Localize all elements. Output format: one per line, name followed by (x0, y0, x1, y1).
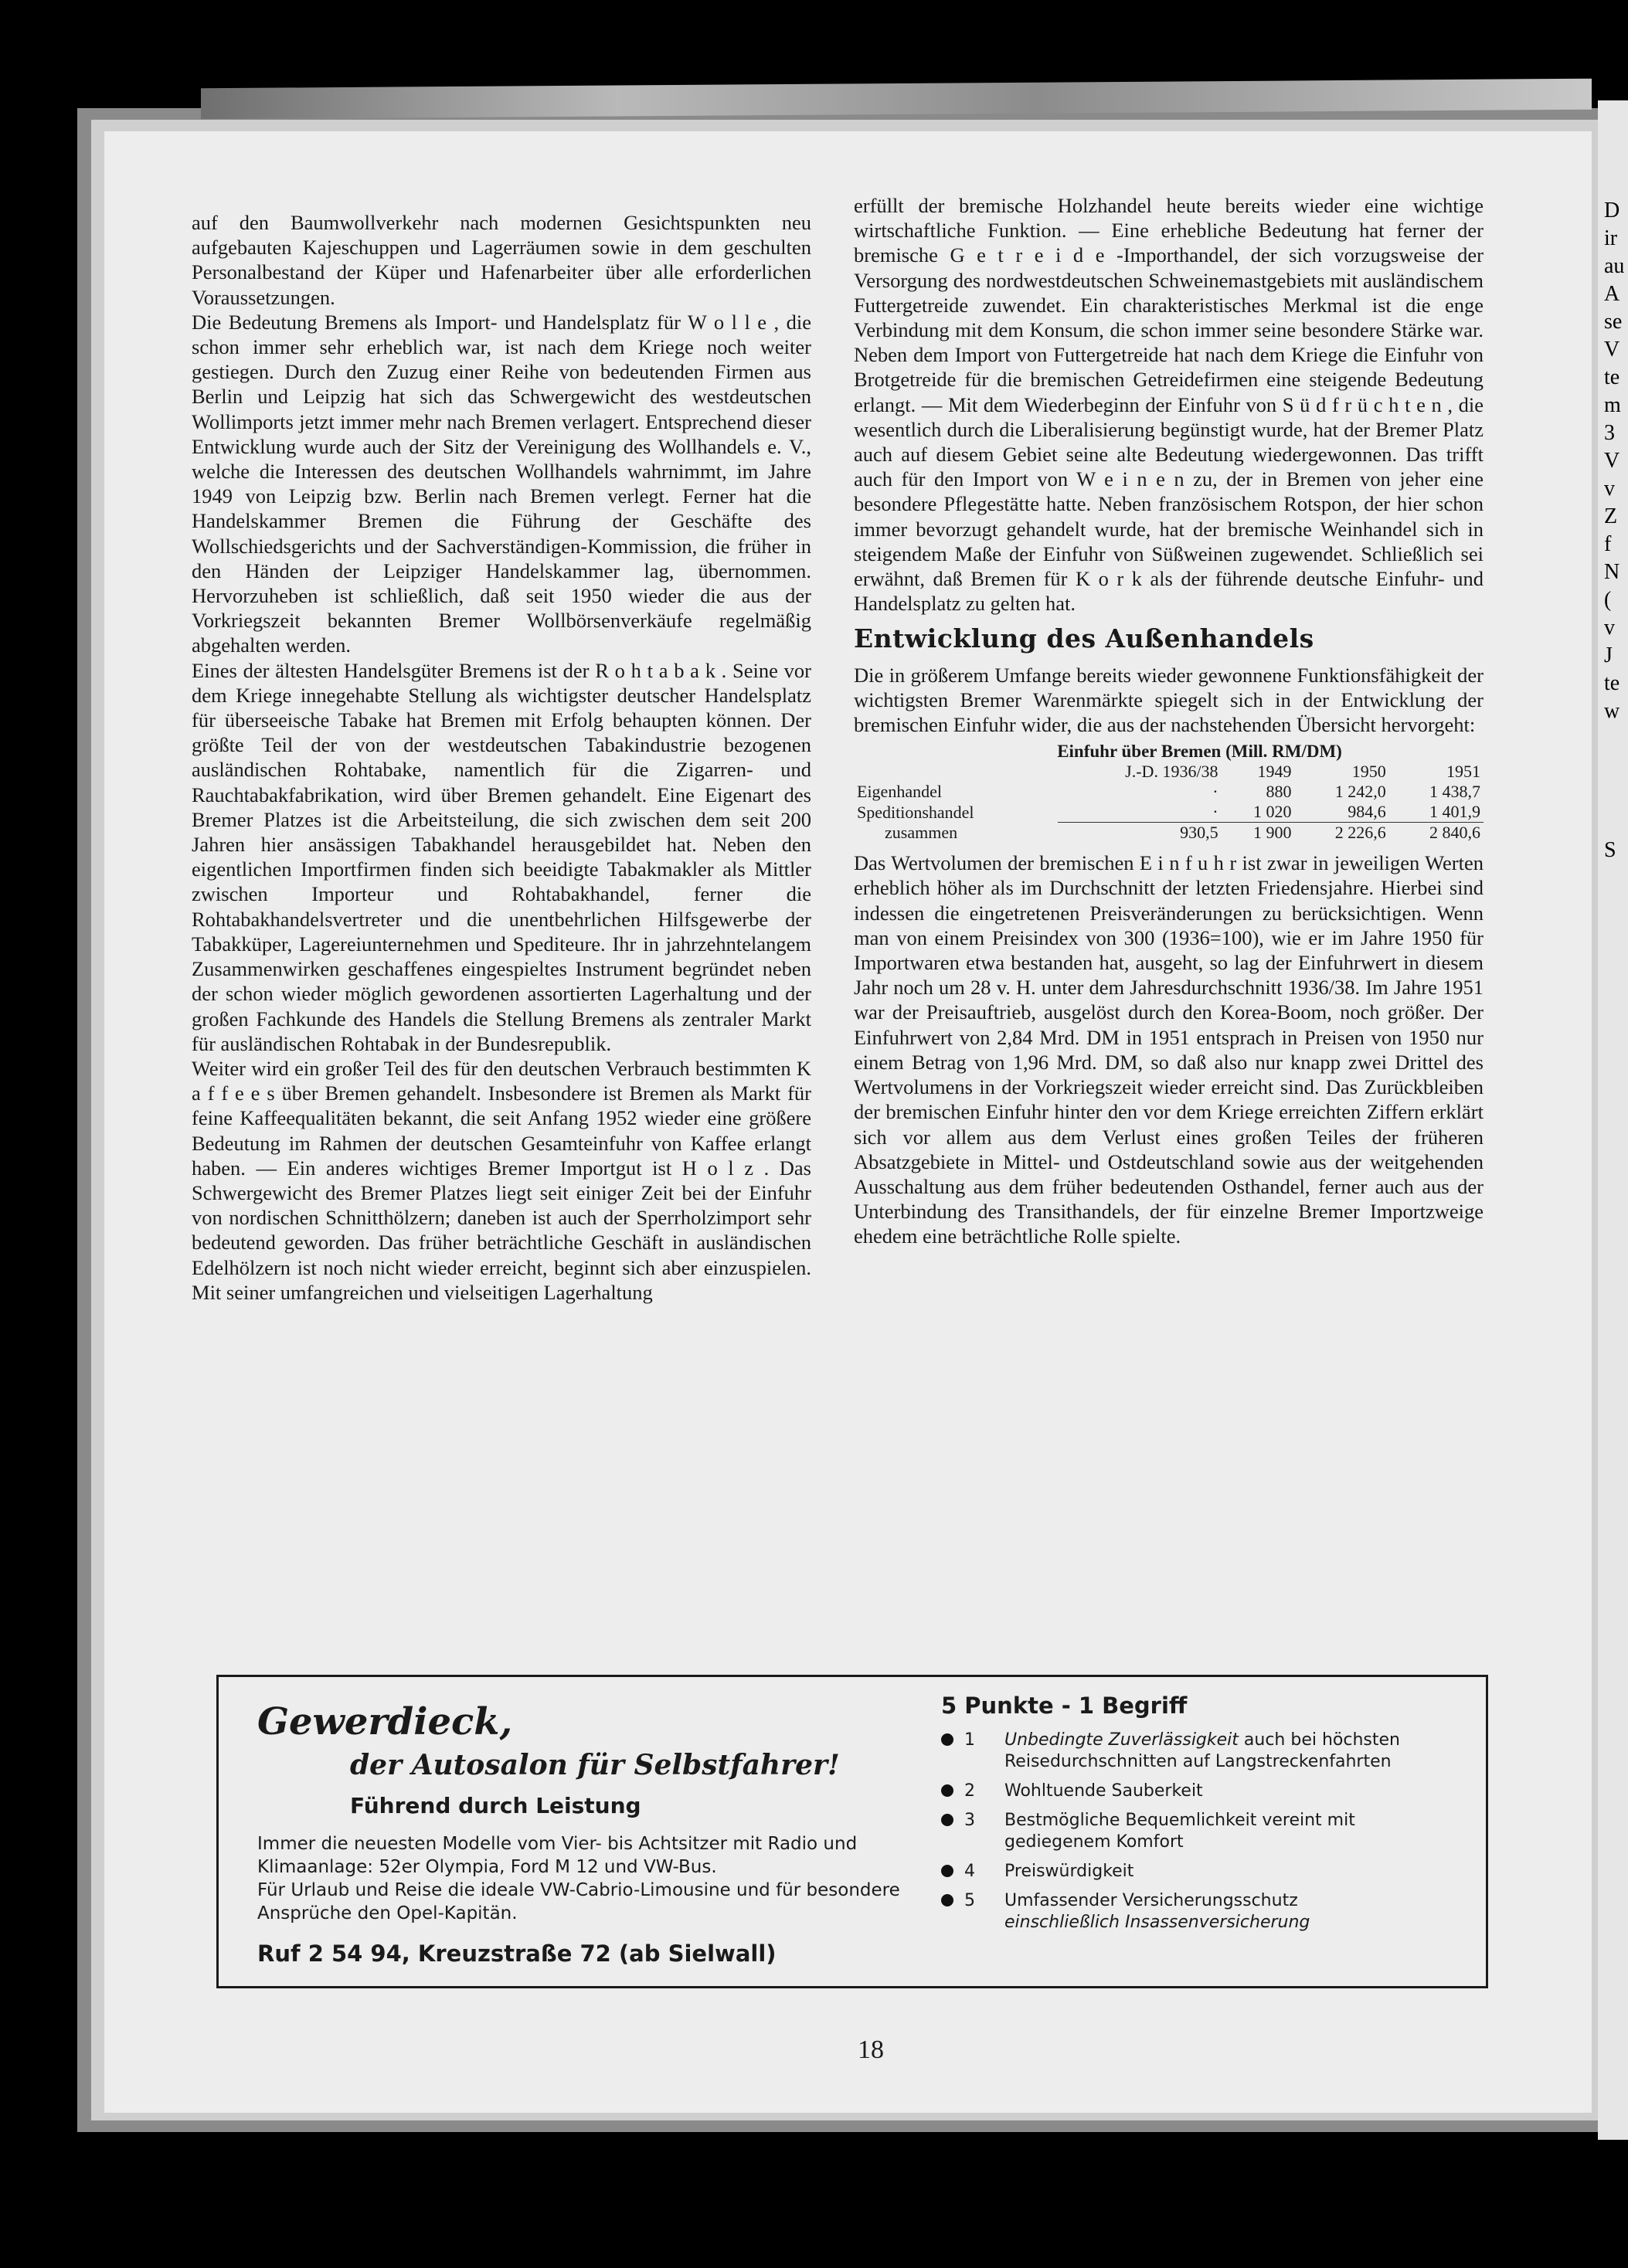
ad-right-block (941, 1693, 1467, 1941)
row-label: Eigenhandel (857, 782, 942, 802)
cell: 930,5 (1058, 823, 1222, 844)
right-page-letter: J (1604, 643, 1613, 667)
point-text-italic: Unbedingte Zuverlässigkeit (1004, 1730, 1239, 1750)
right-page-letter: v (1604, 477, 1615, 501)
cell: · (1212, 782, 1218, 802)
bullet-icon (941, 1865, 953, 1877)
right-page-fragment (1598, 100, 1628, 2140)
right-page-letter: N (1604, 560, 1620, 584)
ad-points-title: 5 Punkte - 1 Begriff (941, 1693, 1188, 1719)
right-page-letter: w (1604, 699, 1620, 723)
right-page-letter: Z (1604, 504, 1618, 528)
left-column (192, 210, 811, 1305)
right-page-letter: te (1604, 671, 1620, 695)
paragraph: Die in größerem Umfange bereits wieder gewonnene Funktionsfähigkeit der wichtigsten Bremer Warenmärkte spiegelt sich in der Entwicklung der bremischen Einfuhr wider, die aus der nachstehenden Übersicht hervorgeht: (854, 663, 1484, 737)
bullet-icon (941, 1784, 953, 1797)
column-header: 1951 (1446, 762, 1480, 782)
right-page-letter (1598, 725, 1628, 753)
point-number: 2 (964, 1781, 975, 1801)
cell: 2 840,6 (1389, 823, 1484, 844)
cell: 1 900 (1222, 823, 1295, 844)
right-page-letter (1598, 809, 1628, 837)
list-item (941, 1781, 1467, 1802)
bullet-icon (941, 1814, 953, 1826)
ad-tagline: der Autosalon für Selbstfahrer! (350, 1749, 840, 1781)
paragraph: Weiter wird ein großer Teil des für den deutschen Verbrauch bestimmten K a f f e e s über Bremen gehandelt. Insbesondere ist Bremen als Markt für feine Kaffeequalitäten bekannt, die seit Anfang 1952 wieder eine größere Bedeutung im Rahmen der deutschen Gesamteinfuhr von Kaffee erlangt haben. — Ein anderes wichtiges Bremer Importgut ist H o l z . Das Schwergewicht des Bremer Platzes liegt seit einiger Zeit bei der Einfuhr von nordischen Schnitthölzern; daneben ist auch der Sperrholzimport sehr bedeutend geworden. Das früher beträchtliche Geschäft in ausländischen Edelhölzern ist noch nicht wieder erreicht, beginnt sich aber einzuspielen. Mit seiner umfangreichen und vielseitigen Lagerhaltung (192, 1056, 811, 1304)
ad-body-text: Immer die neuesten Modelle vom Vier- bis Achtsitzer mit Radio und Klimaanlage: 52er Olympia, Ford M 12 und VW-Bus. (257, 1834, 858, 1877)
right-page-letter: f (1604, 532, 1612, 556)
right-page-letter: D (1604, 199, 1620, 222)
cell: 2 226,6 (1295, 823, 1389, 844)
right-page-letter: te (1604, 365, 1620, 389)
right-page-letter: A (1604, 282, 1620, 306)
point-number: 5 (964, 1891, 975, 1910)
ad-lead: Führend durch Leistung (350, 1793, 641, 1818)
right-page-letter: m (1604, 393, 1621, 417)
right-page-letter: au (1604, 254, 1625, 278)
book-page (104, 131, 1592, 2113)
cell: · (1212, 802, 1218, 822)
right-page-letter: V (1604, 338, 1620, 362)
list-item (941, 1730, 1467, 1773)
advertisement-box (216, 1675, 1488, 1988)
ad-brand: Gewerdieck, (257, 1700, 513, 1743)
column-header: 1950 (1351, 762, 1386, 782)
cell: 880 (1266, 782, 1292, 802)
point-text-italic: einschließlich Insassenversicherung (1004, 1913, 1310, 1932)
list-item (941, 1890, 1467, 1934)
paragraph: auf den Baumwollverkehr nach modernen Gesichtspunkten neu aufgebauten Kajeschuppen und Lagerräumen sowie in dem geschulten Personalbestand der Küper und Hafenarbeiter über alle erforderlichen Voraussetzungen. (192, 211, 811, 309)
paragraph: erfüllt der bremische Holzhandel heute bereits wieder eine wichtige wirtschaftliche Funktion. — Eine erhebliche Bedeutung hat ferner der bremische G e t r e i d e -Importhandel, der sich vorzugsweise der Versorgung des nordwestdeutschen Schweinemastgebiets mit ausländischem Futtergetreide zuwendet. Ein charakteristisches Merkmal ist die enge Verbindung mit dem Konsum, die schon immer seine besondere Stärke war. Neben dem Import von Futtergetreide hat nach dem Kriege die Einfuhr von Brotgetreide für die bremischen Getreidefirmen eine steigende Bedeutung erlangt. — Mit dem Wiederbeginn der Einfuhr von S ü d f r ü c h t e n , die wesentlich durch die Liberalisierung begünstigt wurde, hat der Bremer Platz auch auf diesem Gebiet seine alte Bedeutung wiedergewonnen. Das trifft auch für den Import von W e i n e n zu, der in Bremen von jeher eine besondere Pflegestätte hatte. Neben französischem Rotspon, der hier schon immer bevorzugt gehandelt wurde, hat der bremische Weinhandel sich in steigendem Maße der Einfuhr von Süßweinen zugewendet. Schließlich sei erwähnt, daß Bremen für K o r k als der führende deutsche Einfuhr- und Handelsplatz zu gelten hat. (854, 194, 1484, 616)
table-header-row (854, 762, 1484, 782)
ad-points-list (941, 1730, 1467, 1934)
point-text: Umfassender Versicherungsschutz (1004, 1891, 1298, 1910)
paragraph: Die Bedeutung Bremens als Import- und Handelsplatz für W o l l e , die schon immer sehr erheblich war, ist nach dem Kriege noch weiter gestiegen. Durch den Zuzug einer Reihe von bedeutenden Firmen aus Berlin und Leipzig hat sich das Schwergewicht des westdeutschen Wollimports jetzt immer mehr nach Bremen verlagert. Entsprechend dieser Entwicklung wurde auch der Sitz der Vereinigung des Wollhandels e. V., welche die Interessen des deutschen Wollhandels wahrnimmt, im Jahre 1949 von Leipzig bzw. Berlin nach Bremen verlegt. Ferner hat die Handelskammer Bremen die Führung der Geschäfte des Wollschiedsgerichts und der Sachverständigen-Kommission, die früher in den Händen der Leipziger Handelskammer lag, übernommen. Hervorzuheben ist schließlich, daß seit 1950 wieder die aus der Vorkriegszeit bekannten Bremer Wollbörsenverkäufe regelmäßig abgehalten werden. (192, 310, 811, 657)
right-page-letter: v (1604, 616, 1615, 640)
table-caption: Einfuhr über Bremen (Mill. RM/DM) (1057, 742, 1342, 762)
cell: 1 438,7 (1429, 782, 1480, 802)
cell: 1 401,9 (1429, 802, 1480, 822)
point-text: Bestmögliche Bequemlichkeit vereint mit gediegenem Komfort (1004, 1811, 1355, 1852)
point-number: 1 (964, 1730, 975, 1750)
paragraph: Das Wertvolumen der bremischen E i n f u h r ist zwar in jeweiligen Werten erheblich höher als im Durchschnitt der letzten Friedensjahre. Hierbei sind indessen die eingetretenen Preisveränderungen zu berücksichtigen. Wenn man von einem Preisindex von 300 (1936=100), wie er im Jahre 1950 für Importwaren etwa bestanden hat, ausgeht, so lag der Einfuhrwert in diesem Jahr noch um 28 v. H. unter dem Jahresdurchschnitt 1936/38. Im Jahre 1951 war der Preisauftrieb, ausgelöst durch den Korea-Boom, noch größer. Der Einfuhrwert von 2,84 Mrd. DM in 1951 entsprach in Preisen von 1950 nur einem Betrag von 1,96 Mrd. DM, so daß also nur knapp zwei Drittel des Wertvolumens in der Vorkriegszeit wieder erreicht sind. Das Zurückbleiben der bremischen Einfuhr hinter den vor dem Kriege erreichten Ziffern erklärt sich vor allem aus dem Verlust eines großen Teiles der früheren Absatzgebiete in Mittel- und Ostdeutschland sowie aus der weitgehenden Ausschaltung aus dem früher bedeutenden Osthandel, ferner auch aus der Unterbindung des Transithandels, der für einzelne Bremer Importzweige ehedem eine beträchtliche Rolle spielte. (854, 851, 1484, 1248)
right-page-letter: 3 (1604, 421, 1615, 445)
page-number: 18 (858, 2035, 884, 2064)
right-column (854, 193, 1484, 1249)
right-page-letter (1598, 781, 1628, 809)
column-header: J.-D. 1936/38 (1125, 762, 1218, 782)
row-label: zusammen (885, 823, 958, 843)
ad-contact: Ruf 2 54 94, Kreuzstraße 72 (ab Sielwall) (257, 1940, 777, 1967)
right-page-letter: S (1604, 838, 1616, 862)
cell: 1 242,0 (1334, 782, 1386, 802)
section-heading: Entwicklung des Außenhandels (854, 623, 1314, 654)
right-page-letter: se (1604, 310, 1623, 334)
column-header: 1949 (1257, 762, 1292, 782)
table-row (854, 782, 1484, 802)
ad-body-text: Für Urlaub und Reise die ideale VW-Cabrio-Limousine und für besondere Ansprüche den Opel-Kapitän. (257, 1880, 900, 1923)
paragraph: Eines der ältesten Handelsgüter Bremens ist der R o h t a b a k . Seine vor dem Kriege innegehabte Stellung als wichtigster deutscher Handelsplatz für überseeische Tabake hat Bremen mit Erfolg behaupten können. Der größte Teil der von der westdeutschen Tabakindustrie bezogenen ausländischen Rohtabake, namentlich für die Zigarren- und Rauchtabakfabrikation, wird über Bremen gehandelt. Eine Eigenart des Bremer Platzes ist die Arbeitsteilung, die sich zwischen dem seit 200 Jahren hier ansässigen Tabakhandel herausgebildet hat. Neben den eigentlichen Importfirmen finden sich beeidigte Tabakmakler als Mittler zwischen Importeur und Rohtabakhandel, ferner die Rohtabakhandelsvertreter und die unentbehrlichen Hilfsgewerbe der Tabakküper, Lagereiunternehmen und Spediteure. Ihr in jahrzehntelangem Zusammenwirken geschaffenes eingespieltes Instrument begründet neben der schon wieder möglich gewordenen assortierten Lagerhaltung und der großen Fachkunde des Handels die Stellung Bremens als zentraler Markt für ausländischen Rohtabak in der Bundesrepublik. (192, 658, 811, 1055)
table-row (854, 802, 1484, 823)
list-item (941, 1810, 1467, 1853)
point-text: Preiswürdigkeit (1004, 1862, 1134, 1881)
row-label: Speditionshandel (857, 802, 974, 822)
right-page-letter: ( (1604, 588, 1612, 612)
right-page-letter (1598, 753, 1628, 781)
table-total-row (854, 823, 1484, 844)
right-page-letter: ir (1604, 226, 1618, 250)
ad-left-block (257, 1700, 930, 1967)
point-text: Wohltuende Sauberkeit (1004, 1781, 1203, 1801)
point-text: auch bei höchsten Reisedurchschnitten auf Langstreckenfahrten (1004, 1730, 1400, 1771)
list-item (941, 1861, 1467, 1883)
point-number: 4 (964, 1862, 975, 1881)
bullet-icon (941, 1733, 953, 1746)
right-page-letter: V (1604, 449, 1620, 473)
cell: 1 020 (1253, 802, 1292, 822)
point-number: 3 (964, 1811, 975, 1830)
cell: 984,6 (1348, 802, 1386, 822)
import-table (854, 742, 1484, 843)
bullet-icon (941, 1894, 953, 1906)
